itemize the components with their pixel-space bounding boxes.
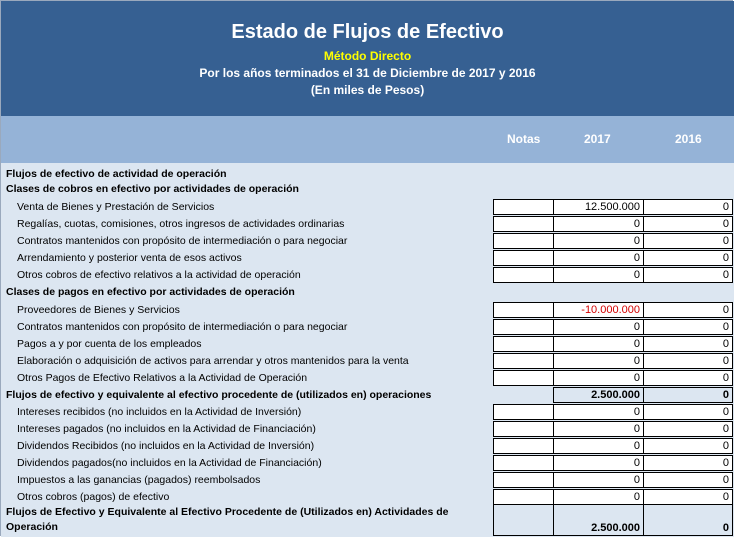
row-label: Flujos de efectivo de actividad de operación: [6, 168, 227, 180]
grand-total-2016-cell[interactable]: 0: [643, 504, 733, 536]
value-2017-cell[interactable]: 0: [553, 353, 644, 369]
row-label: Dividendos pagados(no incluidos en la Actividad de Financiación): [17, 457, 322, 469]
notes-cell[interactable]: [493, 455, 554, 471]
row-label: Elaboración o adquisición de activos para arrendar y otros mantenidos para la venta: [17, 355, 409, 367]
grand-total-row: [1, 504, 734, 536]
row-label: Contratos mantenidos con propósito de intermediación o para negociar: [17, 235, 348, 247]
value-2017-cell[interactable]: 0: [553, 438, 644, 454]
row-label: Otros cobros (pagos) de efectivo: [17, 491, 170, 503]
notes-cell[interactable]: [493, 336, 554, 352]
value-2016-cell[interactable]: 0: [643, 250, 733, 266]
statement-header: [1, 1, 734, 116]
notes-cell[interactable]: [493, 233, 554, 249]
value-2016-cell[interactable]: 0: [643, 421, 733, 437]
table-row: [1, 370, 734, 387]
subtotal-row: [1, 387, 734, 404]
value-2017-cell[interactable]: 0: [553, 455, 644, 471]
section-row: [1, 181, 734, 198]
notes-cell[interactable]: [493, 302, 554, 318]
column-header-2017: 2017: [584, 132, 611, 146]
value-2017-cell[interactable]: 0: [553, 489, 644, 505]
notes-cell[interactable]: [493, 421, 554, 437]
value-2016-cell[interactable]: 0: [643, 336, 733, 352]
table-row: [1, 250, 734, 267]
value-2017-cell[interactable]: 0: [553, 421, 644, 437]
value-2016-cell[interactable]: 0: [643, 472, 733, 488]
notes-cell[interactable]: [493, 353, 554, 369]
notes-cell[interactable]: [493, 472, 554, 488]
value-2017-cell[interactable]: -10.000.000: [553, 302, 644, 318]
column-headers: [1, 116, 734, 163]
notes-cell[interactable]: [493, 199, 554, 215]
row-label: Intereses recibidos (no incluidos en la Actividad de Inversión): [17, 406, 302, 418]
row-label: Otros cobros de efectivo relativos a la actividad de operación: [17, 269, 301, 281]
table-row: [1, 421, 734, 438]
notes-cell[interactable]: [493, 319, 554, 335]
value-2016-cell[interactable]: 0: [643, 199, 733, 215]
notes-cell[interactable]: [493, 267, 554, 283]
row-label: Pagos a y por cuenta de los empleados: [17, 338, 202, 350]
notes-cell[interactable]: [493, 489, 554, 505]
subtotal-2017-cell[interactable]: 2.500.000: [553, 387, 644, 403]
table-row: [1, 233, 734, 250]
statement-body: [1, 163, 734, 537]
notes-cell[interactable]: [493, 438, 554, 454]
table-row: [1, 267, 734, 284]
column-header-notes: Notas: [507, 132, 541, 146]
table-row: [1, 353, 734, 370]
table-row: [1, 199, 734, 216]
value-2017-cell[interactable]: 0: [553, 216, 644, 232]
row-label: Dividendos Recibidos (no incluidos en la Actividad de Inversión): [17, 440, 315, 452]
value-2016-cell[interactable]: 0: [643, 267, 733, 283]
row-label: Proveedores de Bienes y Servicios: [17, 304, 180, 316]
notes-cell[interactable]: [493, 216, 554, 232]
notes-cell[interactable]: [493, 250, 554, 266]
table-row: [1, 438, 734, 455]
value-2017-cell[interactable]: 0: [553, 319, 644, 335]
table-row: [1, 472, 734, 489]
value-2017-cell[interactable]: 0: [553, 370, 644, 386]
row-label: Impuestos a las ganancias (pagados) reembolsados: [17, 474, 261, 486]
value-2016-cell[interactable]: 0: [643, 319, 733, 335]
value-2017-cell[interactable]: 0: [553, 404, 644, 420]
value-2017-cell[interactable]: 0: [553, 267, 644, 283]
row-label: Clases de cobros en efectivo por actividades de operación: [6, 183, 299, 195]
row-label: Otros Pagos de Efectivo Relativos a la Actividad de Operación: [17, 372, 308, 384]
grand-total-2017-cell[interactable]: 2.500.000: [553, 504, 644, 536]
column-header-2016: 2016: [675, 132, 702, 146]
units-subtitle: (En miles de Pesos): [310, 83, 425, 97]
value-2017-cell[interactable]: 0: [553, 472, 644, 488]
row-label: Clases de pagos en efectivo por actividades de operación: [6, 286, 295, 298]
value-2017-cell[interactable]: 0: [553, 336, 644, 352]
row-label: Contratos mantenidos con propósito de intermediación o para negociar: [17, 321, 348, 333]
value-2017-cell[interactable]: 12.500.000: [553, 199, 644, 215]
table-row: [1, 319, 734, 336]
table-row: [1, 336, 734, 353]
notes-cell[interactable]: [493, 370, 554, 386]
value-2016-cell[interactable]: 0: [643, 438, 733, 454]
table-row: [1, 455, 734, 472]
period-subtitle: Por los años terminados el 31 de Diciembre de 2017 y 2016: [199, 66, 536, 80]
row-label: Venta de Bienes y Prestación de Servicios: [17, 201, 215, 213]
table-row: [1, 216, 734, 233]
row-label: Regalías, cuotas, comisiones, otros ingresos de actividades ordinarias: [17, 218, 345, 230]
row-label: Flujos de Efectivo y Equivalente al Efectivo Procedente de (Utilizados en) Actividades de Operación: [6, 506, 449, 533]
value-2016-cell[interactable]: 0: [643, 404, 733, 420]
value-2017-cell[interactable]: 0: [553, 233, 644, 249]
value-2016-cell[interactable]: 0: [643, 489, 733, 505]
value-2016-cell[interactable]: 0: [643, 455, 733, 471]
statement-title: Estado de Flujos de Efectivo: [231, 21, 504, 43]
value-2017-cell[interactable]: 0: [553, 250, 644, 266]
table-row: [1, 404, 734, 421]
notes-cell[interactable]: [493, 404, 554, 420]
section-row: [1, 284, 734, 301]
table-row: [1, 302, 734, 319]
value-2016-cell[interactable]: 0: [643, 216, 733, 232]
value-2016-cell[interactable]: 0: [643, 353, 733, 369]
row-label: Intereses pagados (no incluidos en la Actividad de Financiación): [17, 423, 316, 435]
value-2016-cell[interactable]: 0: [643, 302, 733, 318]
notes-cell[interactable]: [493, 504, 554, 536]
row-label: Arrendamiento y posterior venta de esos activos: [17, 252, 242, 264]
method-subtitle: Método Directo: [323, 49, 412, 63]
subtotal-2016-cell[interactable]: 0: [643, 387, 733, 403]
value-2016-cell[interactable]: 0: [643, 370, 733, 386]
value-2016-cell[interactable]: 0: [643, 233, 733, 249]
row-label: Flujos de efectivo y equivalente al efectivo procedente de (utilizados en) operaciones: [6, 389, 432, 401]
